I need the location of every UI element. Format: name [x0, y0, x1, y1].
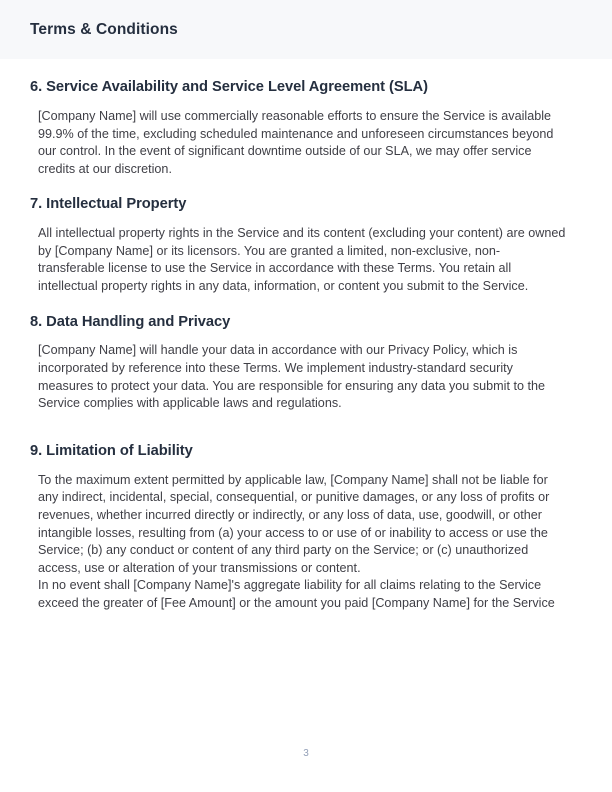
document-body	[0, 59, 612, 613]
section-8-paragraph-1: [Company Name] will handle your data in accordance with our Privacy Policy, which is incorporated by reference into these Terms. We implement industry-standard security measures to protect your data. You are responsible for ensuring any data you submit to the Service complies with applicable laws and regulations.	[38, 343, 546, 411]
section-8-heading: 8. Data Handling and Privacy	[30, 313, 231, 330]
section-8	[0, 314, 612, 413]
section-9-heading: 9. Limitation of Liability	[30, 442, 193, 459]
section-6-heading: 6. Service Availability and Service Level Agreement (SLA)	[30, 79, 428, 95]
section-7-paragraph-1: All intellectual property rights in the Service and its content (excluding your content) are owned by [Company Name] or its licensors. You are granted a limited, non-exclusive, non-transferable license to use the Service in accordance with these Terms. You retain all intellectual property rights in any data, information, or content you submit to the Service.	[38, 226, 566, 293]
page-number: 3	[303, 748, 309, 759]
section-7	[0, 196, 612, 295]
document-header-band	[0, 0, 612, 59]
section-6	[0, 79, 612, 178]
section-9-paragraph-2: In no event shall [Company Name]'s aggregate liability for all claims relating to the Service exceed the greater of [Fee Amount] or the amount you paid [Company Name] for the Service	[38, 578, 555, 610]
section-7-heading: 7. Intellectual Property	[30, 196, 187, 213]
section-9-paragraph-1: To the maximum extent permitted by applicable law, [Company Name] shall not be liable for any indirect, incidental, special, consequential, or punitive damages, or any loss of profits or revenues, whether incurred directly or indirectly, or any loss of data, use, goodwill, or other intangible losses, resulting from (a) your access to or use of or inability to access or use the Service; (b) any conduct or content of any third party on the Service; or (c) unauthorized access, use or alteration of your transmissions or content.	[38, 472, 550, 575]
section-6-paragraph-1: [Company Name] will use commercially reasonable efforts to ensure the Service is available 99.9% of the time, excluding scheduled maintenance and unforeseen circumstances beyond our control. In the event of significant downtime outside of our SLA, we may offer service credits at our discretion.	[38, 108, 554, 176]
section-9	[0, 443, 612, 613]
document-title: Terms & Conditions	[30, 20, 178, 38]
